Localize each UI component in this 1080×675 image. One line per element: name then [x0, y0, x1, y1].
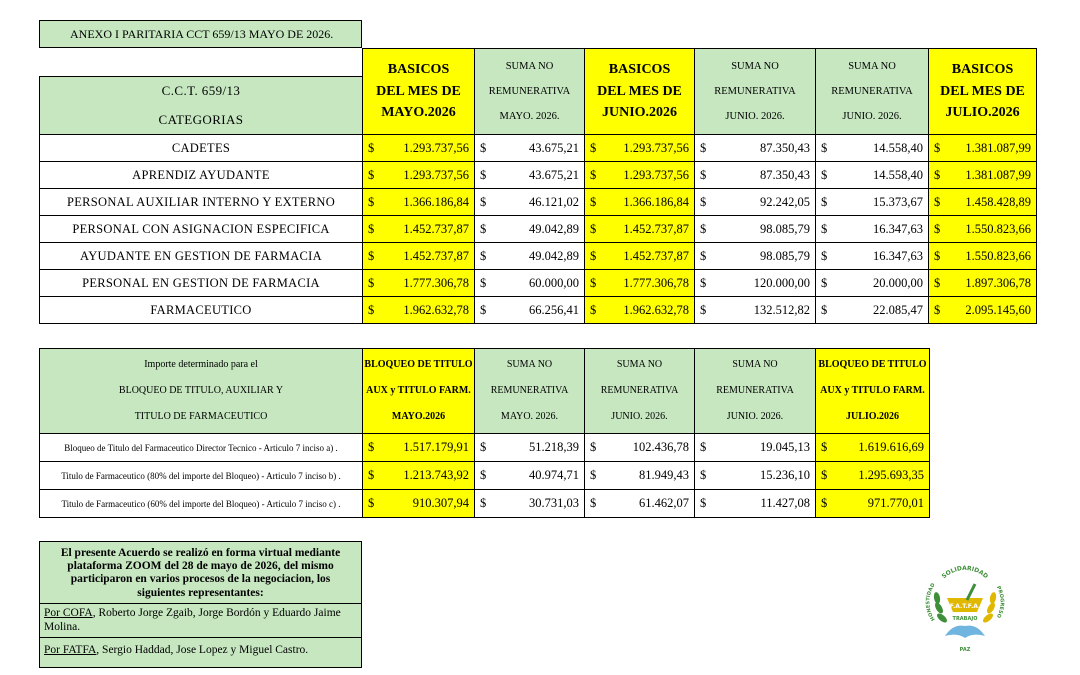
currency-symbol: $: [480, 440, 487, 454]
value-cell: [695, 135, 816, 162]
table2-corner: Importe determinado para el BLOQUEO DE TITULO, AUXILIAR Y TITULO DE FARMACEUTICO: [40, 349, 363, 434]
svg-text:PAZ: PAZ: [959, 647, 971, 653]
currency-symbol: $: [480, 468, 487, 482]
svg-text:SOLIDARIDAD: SOLIDARIDAD: [940, 564, 990, 581]
currency-symbol: $: [368, 496, 375, 510]
value-cell: [816, 216, 929, 243]
value-cell: [585, 135, 695, 162]
amount: 1.452.737,87: [403, 221, 469, 236]
value-cell: [475, 270, 585, 297]
agreement-paragraph: El presente Acuerdo se realizó en forma virtual mediante plataforma ZOOM del 28 de mayo de 2026, del mismo participaron en varios procesos de la negociacion, los siguientes representantes:: [60, 547, 341, 599]
amount: 98.085,79: [760, 248, 810, 263]
value-cell: [475, 462, 585, 490]
value-cell: [363, 434, 475, 462]
table2-header-5: BLOQUEO DE TITULO AUX y TITULO FARM. JULIO.2026: [816, 349, 930, 434]
value-cell: [363, 216, 475, 243]
category-cell: APRENDIZ AYUDANTE: [40, 162, 363, 189]
currency-symbol: $: [934, 248, 941, 263]
currency-symbol: $: [821, 221, 828, 236]
amount: 92.242,05: [760, 194, 810, 209]
amount: 1.293.737,56: [623, 167, 689, 182]
category-cell: Titulo de Farmaceutico (60% del importe del Bloqueo) - Articulo 7 inciso c) .: [40, 490, 363, 518]
currency-symbol: $: [821, 440, 828, 454]
svg-text:HONESTIDAD: HONESTIDAD: [925, 582, 937, 622]
value-cell: [816, 462, 930, 490]
amount: 1.452.737,87: [623, 248, 689, 263]
amount: 910.307,94: [412, 496, 469, 510]
salary-table: [39, 48, 1037, 324]
currency-symbol: $: [700, 468, 707, 482]
value-cell: [695, 462, 816, 490]
value-cell: [585, 490, 695, 518]
amount: 1.777.306,78: [623, 275, 689, 290]
amount: 1.213.743,92: [403, 468, 469, 482]
value-cell: [929, 216, 1037, 243]
table-row: [40, 270, 1037, 297]
value-cell: [816, 243, 929, 270]
currency-symbol: $: [700, 221, 707, 236]
currency-symbol: $: [480, 496, 487, 510]
table-row: [40, 462, 930, 490]
value-cell: [816, 297, 929, 324]
currency-symbol: $: [821, 468, 828, 482]
value-cell: [475, 297, 585, 324]
amount: 81.949,43: [639, 468, 689, 482]
amount: 1.293.737,56: [403, 140, 469, 155]
value-cell: [816, 434, 930, 462]
currency-symbol: $: [821, 275, 828, 290]
currency-symbol: $: [700, 440, 707, 454]
amount: 971.770,01: [867, 496, 924, 510]
amount: 1.550.823,66: [965, 221, 1031, 236]
currency-symbol: $: [700, 248, 707, 263]
value-cell: [585, 162, 695, 189]
table1-spacer-row: [40, 49, 1037, 77]
currency-symbol: $: [480, 221, 487, 236]
value-cell: [695, 270, 816, 297]
currency-symbol: $: [700, 167, 707, 182]
currency-symbol: $: [934, 221, 941, 236]
amount: 66.256,41: [529, 302, 579, 317]
amount: 14.558,40: [873, 167, 923, 182]
amount: 15.373,67: [873, 194, 923, 209]
value-cell: [363, 297, 475, 324]
value-cell: [475, 243, 585, 270]
value-cell: [363, 490, 475, 518]
table2-header-row: [40, 349, 930, 434]
currency-symbol: $: [700, 275, 707, 290]
value-cell: [695, 216, 816, 243]
table2-header-2: SUMA NO REMUNERATIVA MAYO. 2026.: [475, 349, 585, 434]
currency-symbol: $: [368, 140, 375, 155]
svg-text:PROGRESO: PROGRESO: [994, 585, 1005, 619]
table2-header-4: SUMA NO REMUNERATIVA JUNIO. 2026.: [695, 349, 816, 434]
currency-symbol: $: [821, 140, 828, 155]
currency-symbol: $: [590, 468, 597, 482]
currency-symbol: $: [700, 302, 707, 317]
amount: 43.675,21: [529, 140, 579, 155]
currency-symbol: $: [934, 140, 941, 155]
currency-symbol: $: [480, 167, 487, 182]
currency-symbol: $: [590, 302, 597, 317]
value-cell: [816, 189, 929, 216]
table1-header-5: SUMA NO REMUNERATIVA JUNIO. 2026.: [816, 49, 929, 135]
table1-header-4: SUMA NO REMUNERATIVA JUNIO. 2026.: [695, 49, 816, 135]
value-cell: [585, 297, 695, 324]
amount: 15.236,10: [760, 468, 810, 482]
value-cell: [695, 297, 816, 324]
amount: 120.000,00: [753, 275, 810, 290]
value-cell: [363, 135, 475, 162]
table1-header-3: BASICOS DEL MES DE JUNIO.2026: [585, 49, 695, 135]
table2-header-3: SUMA NO REMUNERATIVA JUNIO. 2026.: [585, 349, 695, 434]
amount: 46.121,02: [529, 194, 579, 209]
currency-symbol: $: [480, 302, 487, 317]
currency-symbol: $: [368, 468, 375, 482]
value-cell: [475, 434, 585, 462]
currency-symbol: $: [368, 248, 375, 263]
agreement-note: [39, 541, 362, 668]
amount: 60.000,00: [529, 275, 579, 290]
amount: 14.558,40: [873, 140, 923, 155]
currency-symbol: $: [480, 275, 487, 290]
table-row: [40, 162, 1037, 189]
currency-symbol: $: [590, 496, 597, 510]
cofa-representatives: Por COFA, Roberto Jorge Zgaib, Jorge Bordón y Eduardo Jaime Molina.: [40, 603, 361, 637]
amount: 40.974,71: [529, 468, 579, 482]
amount: 87.350,43: [760, 140, 810, 155]
value-cell: [585, 243, 695, 270]
value-cell: [929, 243, 1037, 270]
value-cell: [929, 297, 1037, 324]
amount: 1.619.616,69: [858, 440, 924, 454]
currency-symbol: $: [590, 248, 597, 263]
value-cell: [695, 490, 816, 518]
table1-header-6: BASICOS DEL MES DE JULIO.2026: [929, 49, 1037, 135]
value-cell: [475, 135, 585, 162]
amount: 30.731,03: [529, 496, 579, 510]
currency-symbol: $: [934, 194, 941, 209]
amount: 51.218,39: [529, 440, 579, 454]
table2-header-1: BLOQUEO DE TITULO AUX y TITULO FARM. MAYO.2026: [363, 349, 475, 434]
amount: 1.381.087,99: [965, 140, 1031, 155]
currency-symbol: $: [368, 167, 375, 182]
amount: 1.295.693,35: [858, 468, 924, 482]
value-cell: [695, 189, 816, 216]
table1-header-1: BASICOS DEL MES DE MAYO.2026: [363, 49, 475, 135]
currency-symbol: $: [368, 221, 375, 236]
amount: 16.347,63: [873, 221, 923, 236]
currency-symbol: $: [590, 221, 597, 236]
amount: 43.675,21: [529, 167, 579, 182]
currency-symbol: $: [821, 302, 828, 317]
value-cell: [585, 189, 695, 216]
currency-symbol: $: [368, 275, 375, 290]
value-cell: [816, 162, 929, 189]
fatfa-logo: [915, 560, 1015, 655]
value-cell: [475, 490, 585, 518]
value-cell: [695, 243, 816, 270]
value-cell: [363, 162, 475, 189]
amount: 20.000,00: [873, 275, 923, 290]
amount: 61.462,07: [639, 496, 689, 510]
currency-symbol: $: [700, 140, 707, 155]
currency-symbol: $: [590, 440, 597, 454]
value-cell: [816, 270, 929, 297]
value-cell: [585, 434, 695, 462]
currency-symbol: $: [590, 167, 597, 182]
category-cell: CADETES: [40, 135, 363, 162]
amount: 11.427,08: [760, 496, 810, 510]
amount: 22.085,47: [873, 302, 923, 317]
amount: 49.042,89: [529, 248, 579, 263]
currency-symbol: $: [590, 275, 597, 290]
currency-symbol: $: [480, 194, 487, 209]
table1-corner: C.C.T. 659/13 CATEGORIAS: [40, 77, 363, 135]
value-cell: [929, 135, 1037, 162]
currency-symbol: $: [368, 194, 375, 209]
value-cell: [585, 270, 695, 297]
amount: 1.293.737,56: [623, 140, 689, 155]
currency-symbol: $: [590, 140, 597, 155]
table-row: [40, 243, 1037, 270]
currency-symbol: $: [821, 248, 828, 263]
amount: 132.512,82: [753, 302, 810, 317]
amount: 98.085,79: [760, 221, 810, 236]
value-cell: [475, 216, 585, 243]
amount: 1.777.306,78: [403, 275, 469, 290]
category-cell: Titulo de Farmaceutico (80% del importe del Bloqueo) - Articulo 7 inciso b) .: [40, 462, 363, 490]
value-cell: [695, 162, 816, 189]
value-cell: [816, 490, 930, 518]
amount: 19.045,13: [760, 440, 810, 454]
value-cell: [816, 135, 929, 162]
currency-symbol: $: [821, 167, 828, 182]
currency-symbol: $: [368, 440, 375, 454]
table-row: [40, 216, 1037, 243]
amount: 1.517.179,91: [403, 440, 469, 454]
document-title: ANEXO I PARITARIA CCT 659/13 MAYO DE 2026.: [39, 20, 362, 48]
fatfa-emblem-icon: [915, 560, 1015, 655]
value-cell: [695, 434, 816, 462]
category-cell: FARMACEUTICO: [40, 297, 363, 324]
value-cell: [363, 270, 475, 297]
title-block-table: [39, 348, 930, 518]
svg-text:TRABAJO: TRABAJO: [952, 616, 978, 622]
value-cell: [929, 162, 1037, 189]
category-cell: PERSONAL CON ASIGNACION ESPECIFICA: [40, 216, 363, 243]
svg-text:F.A.T.F.A.: F.A.T.F.A.: [949, 603, 981, 610]
value-cell: [475, 162, 585, 189]
value-cell: [363, 462, 475, 490]
amount: 1.458.428,89: [965, 194, 1031, 209]
amount: 49.042,89: [529, 221, 579, 236]
fatfa-representatives: Por FATFA, Sergio Haddad, Jose Lopez y Miguel Castro.: [40, 637, 361, 667]
amount: 1.962.632,78: [403, 302, 469, 317]
amount: 1.381.087,99: [965, 167, 1031, 182]
currency-symbol: $: [480, 248, 487, 263]
currency-symbol: $: [368, 302, 375, 317]
amount: 102.436,78: [632, 440, 689, 454]
category-cell: AYUDANTE EN GESTION DE FARMACIA: [40, 243, 363, 270]
currency-symbol: $: [934, 275, 941, 290]
amount: 1.452.737,87: [403, 248, 469, 263]
value-cell: [475, 189, 585, 216]
amount: 1.897.306,78: [965, 275, 1031, 290]
amount: 1.366.186,84: [623, 194, 689, 209]
currency-symbol: $: [821, 194, 828, 209]
amount: 1.962.632,78: [623, 302, 689, 317]
currency-symbol: $: [934, 302, 941, 317]
amount: 2.095.145,60: [965, 302, 1031, 317]
table1-header-2: SUMA NO REMUNERATIVA MAYO. 2026.: [475, 49, 585, 135]
currency-symbol: $: [700, 194, 707, 209]
table-row: [40, 434, 930, 462]
table-row: [40, 297, 1037, 324]
value-cell: [585, 462, 695, 490]
table-row: [40, 135, 1037, 162]
currency-symbol: $: [821, 496, 828, 510]
amount: 1.293.737,56: [403, 167, 469, 182]
value-cell: [585, 216, 695, 243]
amount: 87.350,43: [760, 167, 810, 182]
amount: 1.366.186,84: [403, 194, 469, 209]
amount: 1.550.823,66: [965, 248, 1031, 263]
currency-symbol: $: [590, 194, 597, 209]
currency-symbol: $: [700, 496, 707, 510]
value-cell: [363, 189, 475, 216]
category-cell: PERSONAL AUXILIAR INTERNO Y EXTERNO: [40, 189, 363, 216]
amount: 16.347,63: [873, 248, 923, 263]
value-cell: [363, 243, 475, 270]
table-row: [40, 490, 930, 518]
amount: 1.452.737,87: [623, 221, 689, 236]
table-row: [40, 189, 1037, 216]
currency-symbol: $: [934, 167, 941, 182]
category-cell: PERSONAL EN GESTION DE FARMACIA: [40, 270, 363, 297]
currency-symbol: $: [480, 140, 487, 155]
category-cell: Bloqueo de Titulo del Farmaceutico Director Tecnico - Articulo 7 inciso a) .: [40, 434, 363, 462]
value-cell: [929, 270, 1037, 297]
value-cell: [929, 189, 1037, 216]
